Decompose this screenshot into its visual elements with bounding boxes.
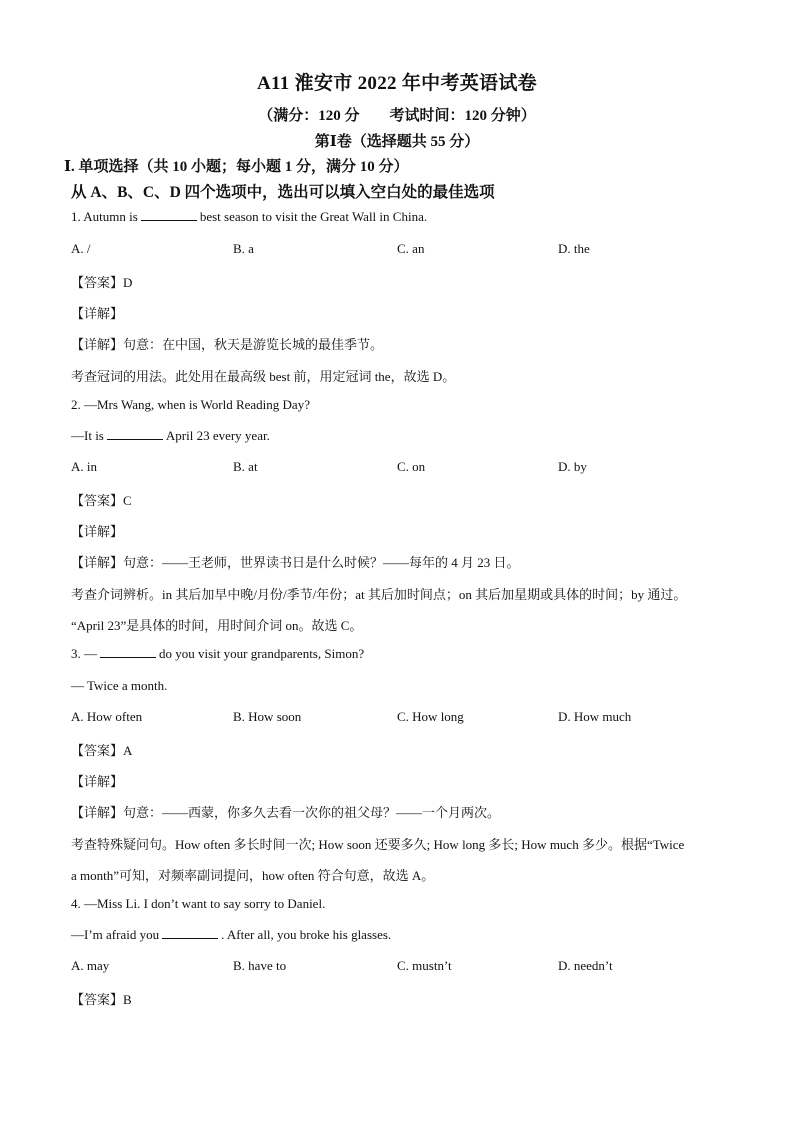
question-4-option-c: C. mustn’t	[397, 958, 452, 973]
question-1-stem: 1. Autumn is best season to visit the Great Wall in China.	[71, 209, 428, 224]
answer-blank	[107, 428, 163, 440]
question-2-stem-reply: —It is April 23 every year.	[71, 428, 270, 443]
instruction: 从 A、B、C、D 四个选项中，选出可以填入空白处的最佳选项	[71, 184, 495, 201]
question-3-option-b: B. How soon	[233, 709, 302, 724]
question-2-stem: 2. —Mrs Wang, when is World Reading Day?	[71, 397, 310, 412]
question-3-detail-label: 【详解】	[71, 774, 124, 789]
question-1-option-d: D. the	[558, 241, 590, 256]
exam-title: A11 淮安市 2022 年中考英语试卷	[257, 73, 537, 94]
question-4-answer: 【答案】B	[71, 992, 132, 1007]
question-2-detail-label: 【详解】	[71, 524, 124, 539]
question-3-detail-line: 考查特殊疑问句。How often 多长时间一次; How soon 还要多久; How long 多长; How much 多少。根据“Twice	[71, 837, 685, 852]
question-1-option-b: B. a	[233, 241, 254, 256]
question-1-answer: 【答案】D	[71, 275, 133, 290]
question-3-answer: 【答案】A	[71, 743, 133, 758]
question-4-stem-reply: —I’m afraid you . After all, you broke his glasses.	[71, 927, 392, 942]
question-4-option-a: A. may	[71, 958, 110, 973]
part-heading: Ⅰ. 单项选择（共 10 小题；每小题 1 分，满分 10 分）	[64, 159, 409, 175]
question-2-option-d: D. by	[558, 459, 587, 474]
question-3-stem-reply: — Twice a month.	[71, 678, 168, 693]
question-2-detail-line: 【详解】句意：——王老师，世界读书日是什么时候？——每年的 4 月 23 日。	[71, 555, 520, 570]
question-1-option-a: A. /	[71, 241, 91, 256]
question-4-option-b: B. have to	[233, 958, 287, 973]
question-3-option-a: A. How often	[71, 709, 143, 724]
question-4-option-d: D. needn’t	[558, 958, 613, 973]
question-2-option-a: A. in	[71, 459, 97, 474]
question-2-option-c: C. on	[397, 459, 426, 474]
question-2-option-b: B. at	[233, 459, 258, 474]
score-label: （满分：120 分	[258, 108, 360, 124]
question-3-detail-line: a month”可知，对频率副词提问，how often 符合句意，故选 A。	[71, 868, 435, 883]
question-4-stem: 4. —Miss Li. I don’t want to say sorry to Daniel.	[71, 896, 326, 911]
question-1-detail-line: 【详解】句意：在中国，秋天是游览长城的最佳季节。	[71, 337, 384, 352]
time-label: 考试时间：120 分钟）	[389, 108, 536, 124]
question-1-option-c: C. an	[397, 241, 425, 256]
question-3-option-d: D. How much	[558, 709, 632, 724]
question-3-option-c: C. How long	[397, 709, 464, 724]
question-1-detail-label: 【详解】	[71, 306, 124, 321]
question-2-answer: 【答案】C	[71, 493, 132, 508]
exam-subtitle	[0, 104, 794, 125]
answer-blank	[100, 646, 156, 658]
section-title: 第Ⅰ卷（选择题共 55 分）	[314, 134, 480, 150]
question-2-detail-line: “April 23”是具体的时间，用时间介词 on。故选 C。	[71, 618, 363, 633]
question-3-detail-line: 【详解】句意：——西蒙，你多久去看一次你的祖父母？——一个月两次。	[71, 805, 501, 820]
question-1-detail-line: 考查冠词的用法。此处用在最高级 best 前，用定冠词 the，故选 D。	[71, 369, 456, 384]
answer-blank	[141, 209, 197, 221]
question-3-stem: 3. — do you visit your grandparents, Simon?	[71, 646, 365, 661]
question-2-detail-line: 考查介词辨析。in 其后加早中晚/月份/季节/年份；at 其后加时间点；on 其后加星期或具体的时间；by 通过。	[71, 587, 687, 602]
answer-blank	[162, 927, 218, 939]
